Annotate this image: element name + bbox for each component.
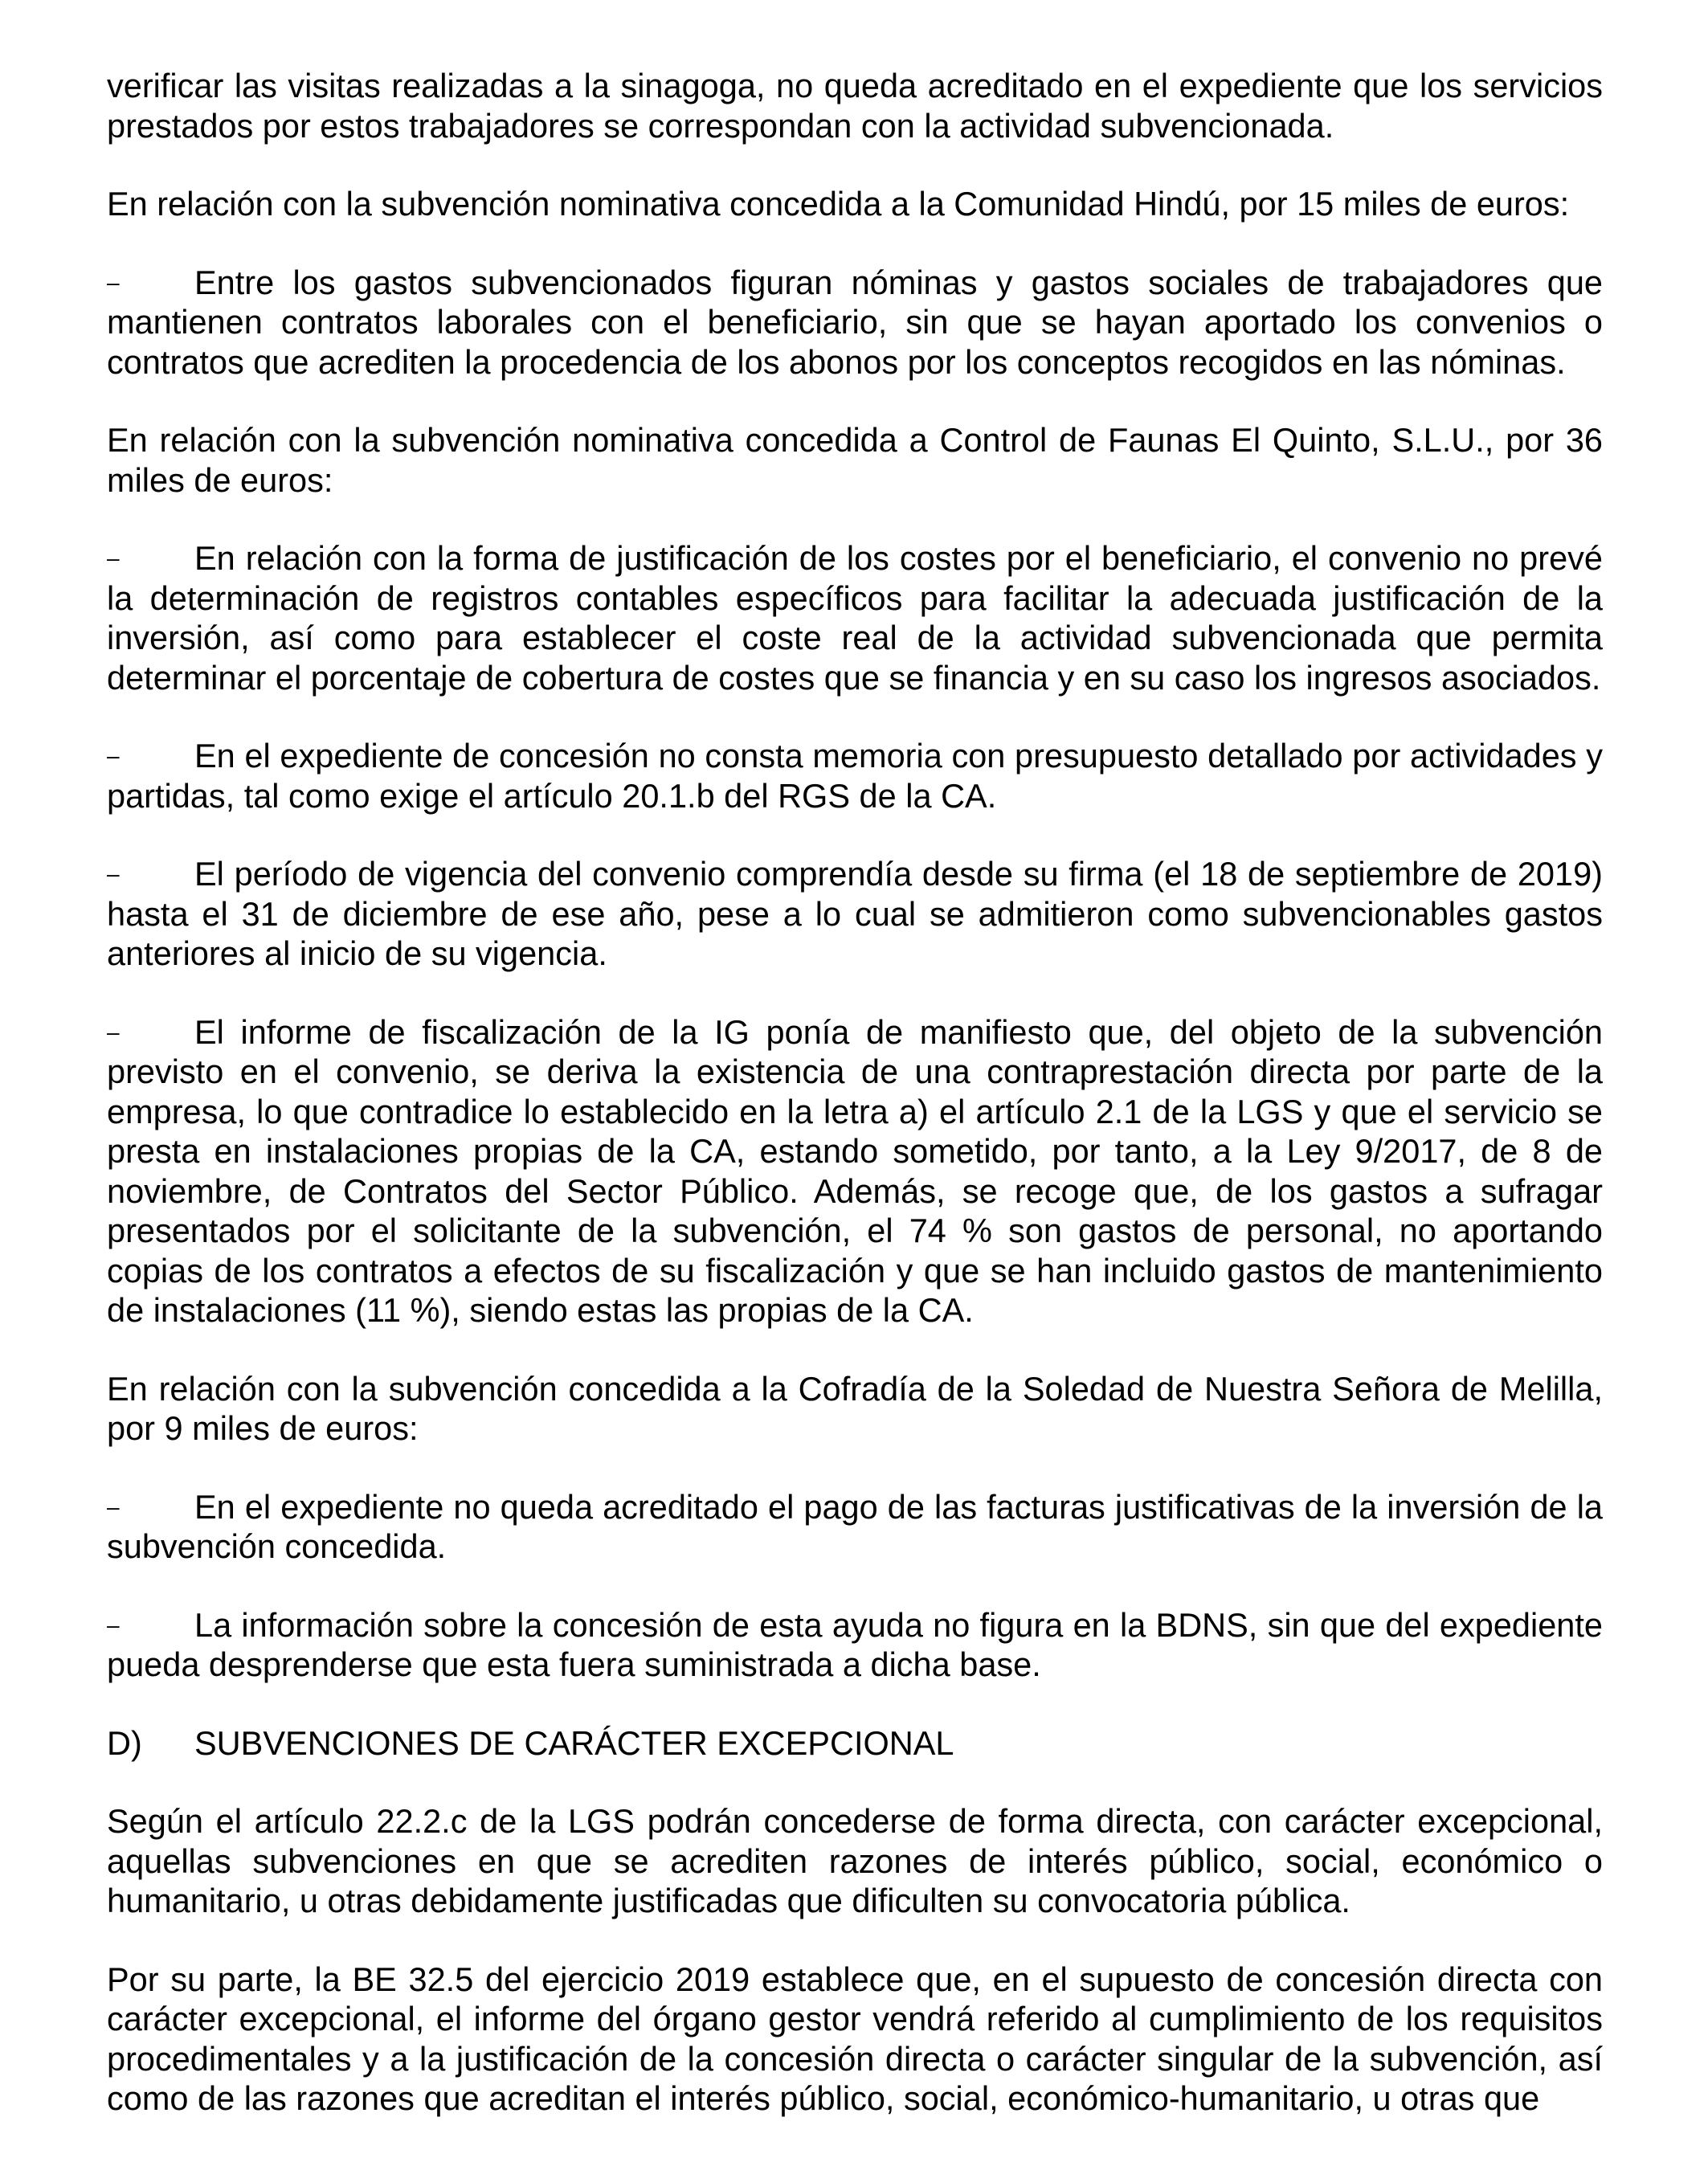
bullet-text: En el expediente no queda acreditado el pago de las facturas justificativas de la inversión de la subvención concedida. bbox=[107, 1487, 1603, 1565]
dash-bullet: – bbox=[107, 743, 120, 768]
bullet-hindu-nominas bbox=[107, 263, 1603, 382]
dash-bullet: – bbox=[107, 1019, 120, 1044]
paragraph-control-faunas: En relación con la subvención nominativa concedida a Control de Faunas El Quinto, S.L.U., por 36 miles de euros: bbox=[107, 421, 1603, 499]
bullet-faunas-memoria bbox=[107, 736, 1603, 815]
paragraph-comunidad-hindu: En relación con la subvención nominativa concedida a la Comunidad Hindú, por 15 miles de euros: bbox=[107, 185, 1570, 223]
dash-bullet: – bbox=[107, 546, 120, 570]
bullet-faunas-fiscalizacion bbox=[107, 1012, 1603, 1330]
bullet-text: En el expediente de concesión no consta memoria con presupuesto detallado por actividades y partidas, tal como exige el artículo 20.1.b del RGS de la CA. bbox=[107, 737, 1603, 815]
bullet-text: Entre los gastos subvencionados figuran nóminas y gastos sociales de trabajadores que mantienen contratos laborales con el beneficiario, sin que se hayan aportado los convenios o contratos que acrediten la procedencia de los abonos por los conceptos recogidos en las nóminas. bbox=[107, 263, 1603, 381]
bullet-faunas-vigencia bbox=[107, 854, 1603, 974]
bullet-text: El informe de fiscalización de la IG ponía de manifiesto que, del objeto de la subvención previsto en el convenio, se deriva la existencia de una contraprestación directa por parte de la empresa, lo que contradice lo establecido en la letra a) el artículo 2.1 de la LGS y que el servicio se presta en instalaciones propias de la CA, estando sometido, por tanto, a la Ley 9/2017, de 8 de noviembre, de Contratos del Sector Público. Además, se recoge que, de los gastos a sufragar presentados por el solicitante de la subvención, el 74 % son gastos de personal, no aportando copias de los contratos a efectos de su fiscalización y que se han incluido gastos de mantenimiento de instalaciones (11 %), siendo estas las propias de la CA. bbox=[107, 1012, 1603, 1329]
bullet-text: En relación con la forma de justificación de los costes por el beneficiario, el convenio no prevé la determinación de registros contables específicos para facilitar la adecuada justificación de la inversión, así como para establecer el coste real de la actividad subvencionada que permita determinar el porcentaje de cobertura de costes que se financia y en su caso los ingresos asociados. bbox=[107, 539, 1603, 697]
bullet-faunas-justificacion bbox=[107, 538, 1603, 697]
dash-bullet: – bbox=[107, 861, 120, 886]
document-page bbox=[107, 66, 1603, 2157]
paragraph-be-32-5: Por su parte, la BE 32.5 del ejercicio 2019 establece que, en el supuesto de concesión directa con carácter excepcional, el informe del órgano gestor vendrá referido al cumplimiento de los requisitos procedimentales y a la justificación de la concesión directa o carácter singular de la subvención, así como de las razones que acreditan el interés público, social, económico-humanitario, u otras que bbox=[107, 1960, 1603, 2117]
dash-bullet: – bbox=[107, 1494, 120, 1519]
section-heading-d bbox=[107, 1723, 1603, 1764]
section-title: SUBVENCIONES DE CARÁCTER EXCEPCIONAL bbox=[194, 1723, 954, 1762]
paragraph-articulo-22: Según el artículo 22.2.c de la LGS podrán concederse de forma directa, con carácter excepcional, aquellas subvenciones en que se acrediten razones de interés público, social, económico o humanitario, u otras debidamente justificadas que dificulten su convocatoria pública. bbox=[107, 1802, 1603, 1919]
bullet-cofradia-bdns bbox=[107, 1605, 1603, 1685]
dash-bullet: – bbox=[107, 269, 120, 295]
bullet-cofradia-facturas bbox=[107, 1487, 1603, 1567]
bullet-text: La información sobre la concesión de esta ayuda no figura en la BDNS, sin que del expediente pueda desprenderse que esta fuera suministrada a dicha base. bbox=[107, 1605, 1603, 1683]
bullet-text: El período de vigencia del convenio comprendía desde su firma (el 18 de septiembre de 2019) hasta el 31 de diciembre de ese año, pese a lo cual se admitieron como subvencionables gastos anteriores al inicio de su vigencia. bbox=[107, 855, 1603, 972]
dash-bullet: – bbox=[107, 1612, 120, 1637]
paragraph-cofradia: En relación con la subvención concedida a la Cofradía de la Soledad de Nuestra Señora de Melilla, por 9 miles de euros: bbox=[107, 1369, 1603, 1447]
section-letter: D) bbox=[107, 1723, 142, 1762]
paragraph-intro-continuation: verificar las visitas realizadas a la sinagoga, no queda acreditado en el expediente que los servicios prestados por estos trabajadores se correspondan con la actividad subvencionada. bbox=[107, 67, 1603, 145]
